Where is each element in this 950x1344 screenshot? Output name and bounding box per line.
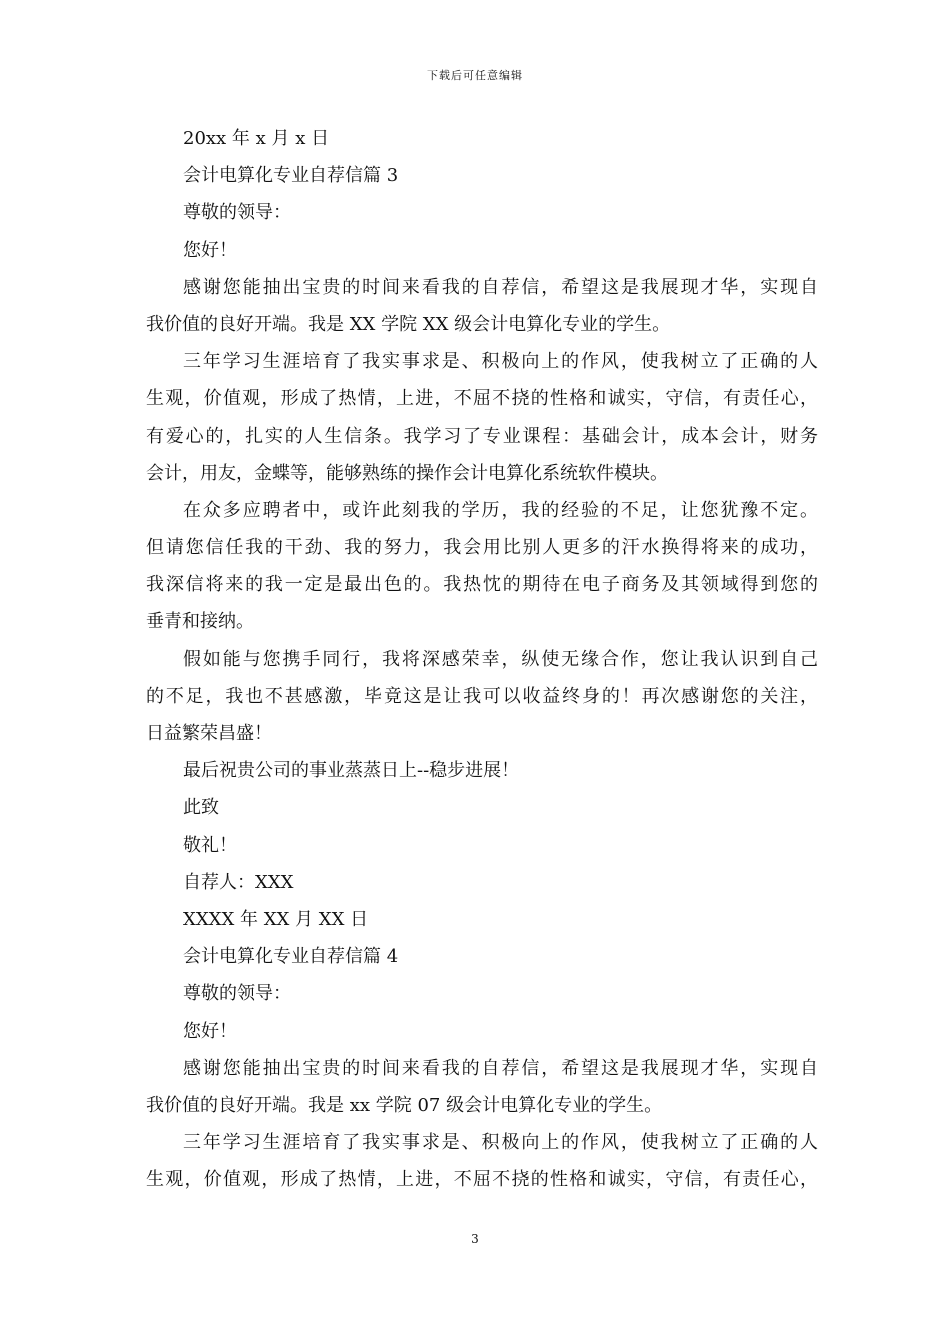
salutation: 尊敬的领导： [183,983,291,1005]
paragraph-line: 垂青和接纳。 [146,611,254,633]
paragraph-line: 假如能与您携手同行，我将深感荣幸，纵使无缘合作，您让我认识到自己 [183,648,818,670]
section-title: 会计电算化专业自荐信篇 4 [183,946,399,968]
document-body [146,120,818,1198]
paragraph-line: 但请您信任我的干劲、我的努力，我会用比别人更多的汗水换得将来的成功， [146,537,818,559]
paragraph-line: 有爱心的，扎实的人生信条。我学习了专业课程：基础会计，成本会计，财务 [146,425,818,447]
paragraph-line: 我价值的良好开端。我是 xx 学院 07 级会计电算化专业的学生。 [146,1094,663,1116]
closing-salute: 敬礼！ [183,834,237,856]
greeting: 您好！ [183,239,237,261]
paragraph-line: 日益繁荣昌盛！ [146,723,272,744]
page-header: 下载后可任意编辑 [427,69,523,82]
paragraph-line: 我深信将来的我一定是最出色的。我热忱的期待在电子商务及其领域得到您的 [146,574,818,596]
paragraph-line: 生观，价值观，形成了热情，上进，不屈不挠的性格和诚实，守信，有责任心， [146,1169,818,1191]
date-line: 20xx 年 x 月 x 日 [183,128,330,149]
closing-line: 此致 [183,797,219,819]
paragraph-line: 三年学习生涯培育了我实事求是、积极向上的作风，使我树立了正确的人 [183,351,818,373]
greeting: 您好！ [183,1020,237,1042]
closing-wish: 最后祝贵公司的事业蒸蒸日上--稳步进展！ [183,760,520,782]
date-line: XXXX 年 XX 月 XX 日 [183,908,369,930]
page-number: 3 [471,1232,479,1246]
paragraph-line: 三年学习生涯培育了我实事求是、积极向上的作风，使我树立了正确的人 [183,1132,818,1154]
paragraph-line: 会计，用友，金蝶等，能够熟练的操作会计电算化系统软件模块。 [146,462,668,484]
section-title: 会计电算化专业自荐信篇 3 [183,165,399,187]
paragraph-line: 的不足，我也不甚感激，毕竟这是让我可以收益终身的！再次感谢您的关注， [146,685,818,707]
paragraph-line: 感谢您能抽出宝贵的时间来看我的自荐信，希望这是我展现才华，实现自 [183,276,818,298]
signature-line: 自荐人：XXX [183,871,294,893]
paragraph-line: 我价值的良好开端。我是 XX 学院 XX 级会计电算化专业的学生。 [146,313,671,335]
paragraph-line: 感谢您能抽出宝贵的时间来看我的自荐信，希望这是我展现才华，实现自 [183,1057,818,1079]
paragraph-line: 生观，价值观，形成了热情，上进，不屈不挠的性格和诚实，守信，有责任心， [146,388,818,410]
paragraph-line: 在众多应聘者中，或许此刻我的学历，我的经验的不足，让您犹豫不定。 [183,499,818,521]
salutation: 尊敬的领导： [183,202,291,224]
